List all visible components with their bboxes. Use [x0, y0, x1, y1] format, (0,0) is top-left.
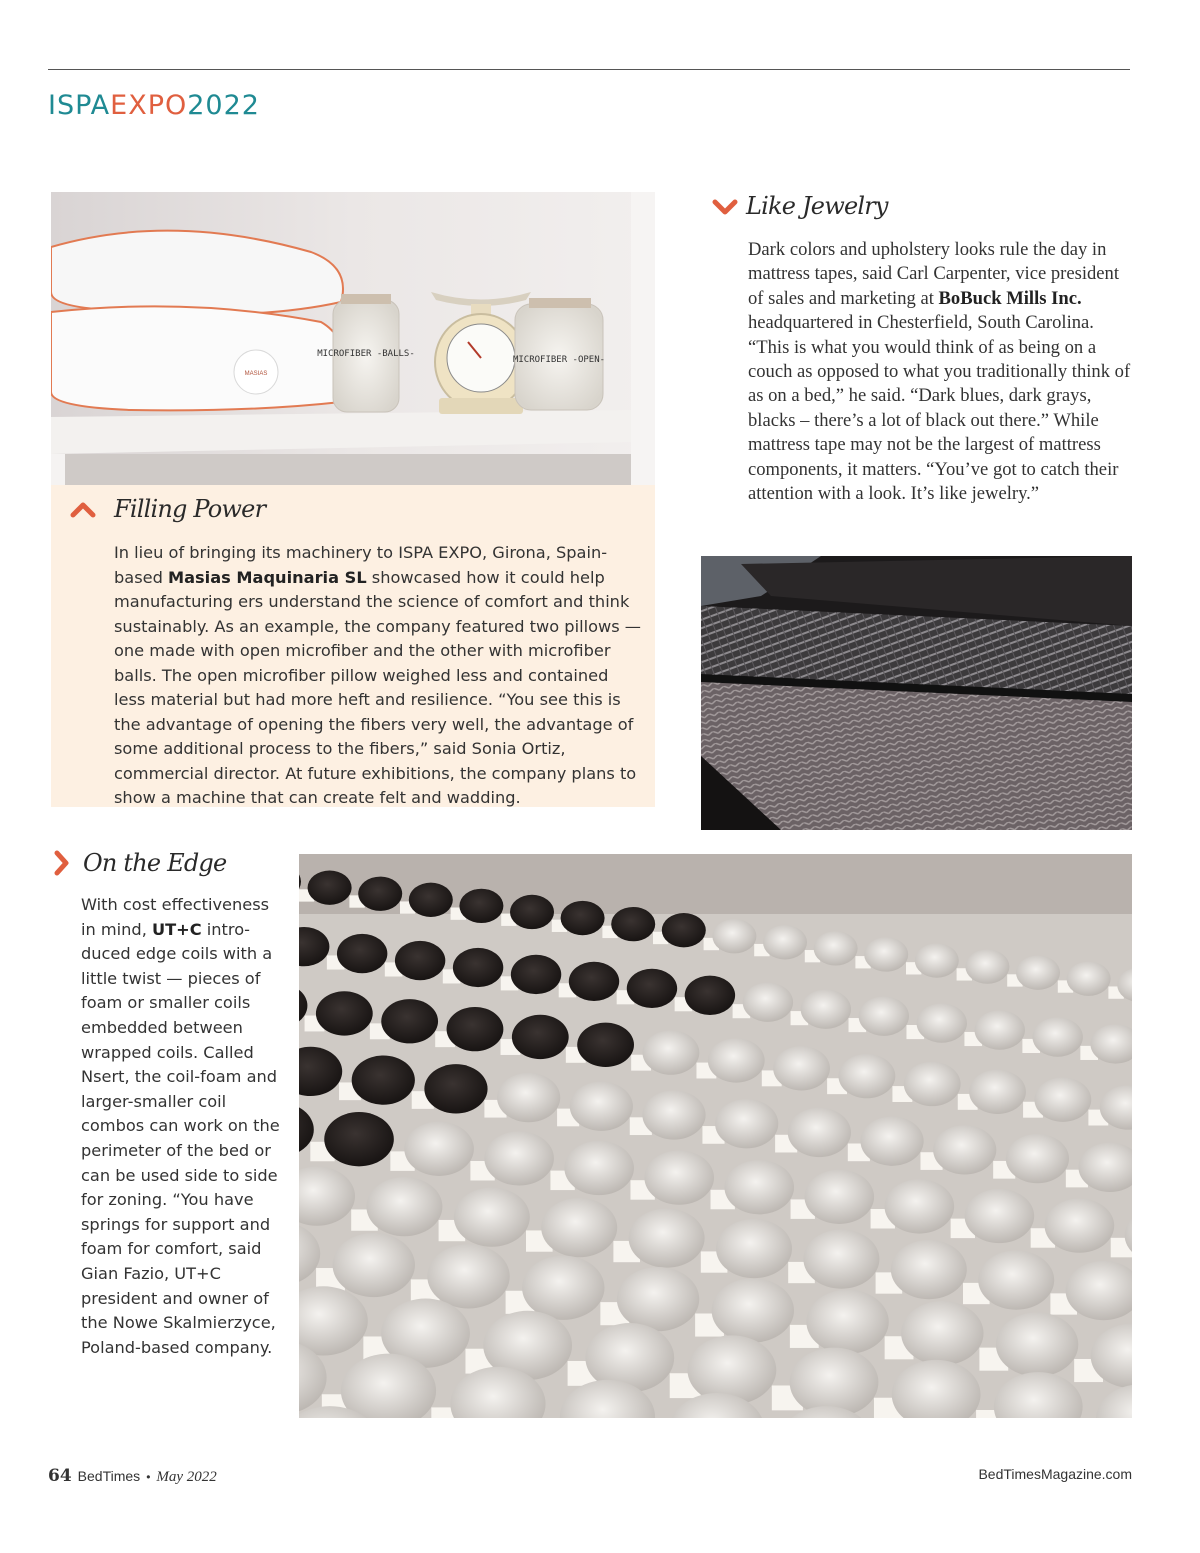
- white-coil: [708, 1038, 765, 1082]
- white-coil: [773, 1046, 830, 1090]
- dark-coil: [510, 895, 554, 929]
- white-coil: [644, 1150, 714, 1204]
- white-coil: [803, 1229, 879, 1288]
- filling-power-body: [114, 541, 644, 811]
- white-coil: [806, 1290, 888, 1354]
- white-coil: [716, 1219, 792, 1278]
- white-coil: [484, 1131, 554, 1185]
- white-coil: [570, 1082, 633, 1131]
- white-coil: [1067, 962, 1111, 996]
- white-coil: [541, 1198, 617, 1257]
- white-coil: [996, 1312, 1078, 1376]
- jar-left-label: MICROFIBER -BALLS-: [317, 349, 415, 359]
- on-the-edge-heading: [51, 849, 226, 877]
- jar-right-label: MICROFIBER -OPEN-: [512, 355, 606, 365]
- white-coil: [715, 1099, 778, 1148]
- dark-coil: [395, 941, 445, 980]
- dark-coil: [447, 1007, 504, 1051]
- white-coil: [712, 1278, 794, 1342]
- white-coil: [687, 1335, 776, 1404]
- white-coil: [643, 1030, 700, 1074]
- footer-website: BedTimesMagazine.com: [978, 1466, 1132, 1482]
- mattress-tapes-photo: [701, 556, 1132, 830]
- filling-power-intro: In lieu of bringing its machinery to ISPA EXPO, Girona, Spain-based: [114, 543, 608, 587]
- tapes-illustration: [701, 556, 1132, 830]
- dark-coil: [569, 962, 619, 1001]
- on-the-edge-intro: With cost effectiveness in mind,: [81, 895, 270, 939]
- white-coil: [978, 1250, 1054, 1309]
- dark-coil: [662, 913, 706, 947]
- dark-coil: [453, 948, 503, 987]
- white-coil: [801, 990, 851, 1029]
- dark-coil: [316, 991, 373, 1035]
- white-coil: [724, 1160, 794, 1214]
- dark-coil: [337, 934, 387, 973]
- chevron-up-icon: [70, 496, 96, 522]
- dark-coil: [512, 1015, 569, 1059]
- white-coil: [522, 1256, 604, 1320]
- dark-coil: [459, 889, 503, 923]
- white-coil: [629, 1208, 705, 1267]
- like-jewelry-title: Like Jewelry: [746, 192, 888, 220]
- white-coil: [427, 1244, 509, 1308]
- white-coil: [1034, 1078, 1091, 1122]
- filling-power-heading: [70, 495, 265, 523]
- white-coil: [790, 1348, 879, 1417]
- white-coil: [838, 1054, 895, 1098]
- white-coil: [933, 1125, 996, 1174]
- white-coil: [864, 937, 908, 971]
- white-coil: [891, 1240, 967, 1299]
- white-coil: [1006, 1134, 1069, 1183]
- white-coil: [788, 1108, 851, 1157]
- chevron-down-icon: [712, 193, 738, 219]
- pillows-illustration: [51, 192, 655, 485]
- white-coil: [743, 983, 793, 1022]
- dark-coil: [409, 883, 453, 917]
- on-the-edge-company: UT+C: [152, 919, 202, 939]
- dark-coil: [577, 1023, 634, 1067]
- dark-coil: [511, 955, 561, 994]
- white-coil: [333, 1233, 415, 1297]
- white-coil: [915, 943, 959, 977]
- chevron-right-icon: [51, 850, 71, 876]
- white-coil: [969, 1070, 1026, 1114]
- white-coil: [904, 1062, 961, 1106]
- footer-date: May 2022: [156, 1469, 217, 1485]
- filling-power-title: Filling Power: [114, 495, 266, 523]
- like-jewelry-rest: headquartered in Chesterfield, South Carolina. “This is what you would think of as being on a couch as opposed to what you traditionally think of as on a bed,” he said. “Dark blues, dark grays, blacks – there’s a lot of black out there.” While mattress tape may not be the largest of mattress components, it matters. “You’ve got to catch their attention with a look. It’s like jewelry.”: [748, 312, 1131, 505]
- white-coil: [804, 1170, 874, 1224]
- like-jewelry-body: [748, 238, 1132, 506]
- dark-coil: [685, 976, 735, 1015]
- title-expo: EXPO: [110, 90, 188, 121]
- white-coil: [965, 949, 1009, 983]
- footer-magazine: BedTimes: [77, 1468, 141, 1484]
- white-coil: [860, 1117, 923, 1166]
- dark-coil: [324, 1112, 394, 1166]
- page-number: 64: [48, 1466, 72, 1486]
- dark-coil: [352, 1055, 415, 1104]
- dark-coil: [308, 871, 352, 905]
- on-the-edge-body: [81, 893, 281, 1360]
- white-coil: [497, 1073, 560, 1122]
- white-coil: [564, 1141, 634, 1195]
- white-coil: [975, 1010, 1025, 1049]
- white-coil: [642, 1090, 705, 1139]
- white-coil: [859, 997, 909, 1036]
- filling-power-rest: showcased how it could help manufacturing ers understand the science of comfort and think sustainably. As an example, the company featured two pillows — one made with open microfiber and the other with microfiber balls. The open microfiber pillow weighed less and contained less material but had more heft and resilience. “You see this is the advantage of opening the fibers very well, the advantage of some additional process to the fibers,” said Sonia Ortiz, commercial director. At future exhibitions, the company plans to show a machine that can create felt and wadding.: [114, 567, 641, 807]
- white-coil: [1032, 1017, 1082, 1056]
- dark-coil: [627, 969, 677, 1008]
- dark-coil: [424, 1064, 487, 1113]
- filling-power-company: Masias Maquinaria SL: [168, 567, 367, 587]
- title-year: 2022: [187, 90, 260, 121]
- white-coil: [965, 1189, 1035, 1243]
- white-coil: [885, 1179, 955, 1233]
- title-ispa: ISPA: [48, 90, 111, 121]
- like-jewelry-company: BoBuck Mills Inc.: [938, 287, 1082, 309]
- white-coil: [814, 931, 858, 965]
- white-coil: [1016, 956, 1060, 990]
- footer-separator: •: [146, 1470, 151, 1484]
- like-jewelry-intro: Dark colors and upholstery looks rule the day in mattress tapes, said Carl Carpenter, vice president of sales and marketing at: [748, 239, 1120, 309]
- white-coil: [712, 919, 756, 953]
- white-coil: [901, 1301, 983, 1365]
- white-coil: [763, 925, 807, 959]
- white-coil: [917, 1003, 967, 1042]
- on-the-edge-rest: introduced edge coils with a little twist — pieces of foam or smaller coils embedded between wrapped coils. Called Nsert, the coil-foam and larger-smaller coil combos can work on the perimeter of the bed or can be used side to side for zoning. “You have springs for support and foam for comfort, said Gian Fazio, UT+C president and owner of the Nowe Skalmierzyce, Poland-based company.: [81, 919, 280, 1357]
- dark-coil: [611, 907, 655, 941]
- white-coil: [454, 1187, 530, 1246]
- like-jewelry-heading: [712, 192, 888, 220]
- coils-illustration: [299, 854, 1132, 1418]
- on-the-edge-title: On the Edge: [83, 849, 227, 877]
- dark-coil: [381, 999, 438, 1043]
- edge-coils-photo: [299, 854, 1132, 1418]
- white-coil: [617, 1267, 699, 1331]
- section-title: [48, 90, 260, 121]
- white-coil: [404, 1122, 474, 1176]
- dark-coil: [358, 877, 402, 911]
- white-coil: [1045, 1199, 1115, 1253]
- footer-left: [48, 1466, 217, 1486]
- pillow-brand-label: MASIAS: [244, 371, 268, 377]
- top-rule: [48, 69, 1130, 70]
- pillows-photo: [51, 192, 655, 485]
- dark-coil: [561, 901, 605, 935]
- white-coil: [366, 1177, 442, 1236]
